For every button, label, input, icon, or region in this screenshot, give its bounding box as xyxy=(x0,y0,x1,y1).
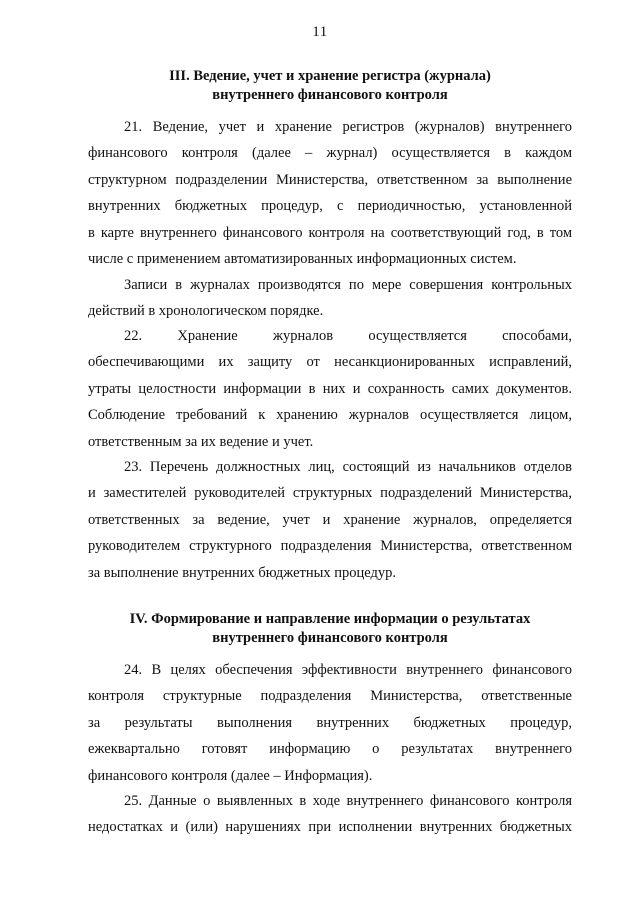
page-number: 11 xyxy=(312,24,328,40)
heading-line: внутреннего финансового контроля xyxy=(212,87,448,103)
heading-line: внутреннего финансового контроля xyxy=(212,630,448,646)
text-line: внутренних бюджетных процедур, с периодичностью, установленной xyxy=(88,198,572,215)
text-line: ответственным за их ведение и учет. xyxy=(88,433,314,450)
text-line: обеспечивающими их защиту от несанкционированных исправлений, xyxy=(88,354,572,371)
text-line: финансового контроля (далее – Информация). xyxy=(88,767,373,784)
paragraph-24 xyxy=(88,657,572,789)
paragraph-23 xyxy=(88,454,572,586)
text-line: контроля структурные подразделения Министерства, ответственные xyxy=(88,688,572,705)
heading-line: IV. Формирование и направление информации о результатах xyxy=(129,611,531,627)
paragraph-records xyxy=(88,272,572,325)
text-line: действий в хронологическом порядке. xyxy=(88,303,324,320)
text-line: ежеквартально готовят информацию о результатах внутреннего xyxy=(88,741,572,758)
text-line: руководителем структурного подразделения Министерства, ответственном xyxy=(88,538,572,555)
text-line: 21. Ведение, учет и хранение регистров (журналов) внутреннего xyxy=(124,119,572,135)
text-line: 23. Перечень должностных лиц, состоящий из начальников отделов xyxy=(124,459,572,475)
heading-line: III. Ведение, учет и хранение регистра (журнала) xyxy=(169,68,491,84)
text-line: в карте внутреннего финансового контроля на соответствующий год, в том xyxy=(88,224,572,241)
text-line: числе с применением автоматизированных информационных систем. xyxy=(88,250,517,267)
text-line: Соблюдение требований к хранению журналов осуществляется лицом, xyxy=(88,407,572,424)
section-4-heading xyxy=(80,610,580,648)
paragraph-21 xyxy=(88,114,572,272)
text-line: 24. В целях обеспечения эффективности внутреннего финансового xyxy=(124,662,572,678)
text-line: недостатках и (или) нарушениях при исполнении внутренних бюджетных xyxy=(88,819,572,836)
text-line: ответственных за ведение, учет и хранение журналов, определяется xyxy=(88,511,572,528)
paragraph-22 xyxy=(88,323,572,455)
section-3-heading xyxy=(80,67,580,105)
text-line: за выполнение внутренних бюджетных процедур. xyxy=(88,564,397,581)
text-line: за результаты выполнения внутренних бюджетных процедур, xyxy=(88,714,572,731)
text-line: и заместителей руководителей структурных подразделений Министерства, xyxy=(88,485,572,502)
text-line: утраты целостности информации в них и сохранность самих документов. xyxy=(88,380,572,397)
paragraph-25 xyxy=(88,788,572,841)
text-line: структурном подразделении Министерства, ответственном за выполнение xyxy=(88,171,572,188)
text-line: Записи в журналах производятся по мере совершения контрольных xyxy=(124,277,572,293)
text-line: 25. Данные о выявленных в ходе внутреннего финансового контроля xyxy=(124,793,572,809)
text-line: 22. Хранение журналов осуществляется способами, xyxy=(124,328,572,344)
text-line: финансового контроля (далее – журнал) осуществляется в каждом xyxy=(88,145,572,162)
